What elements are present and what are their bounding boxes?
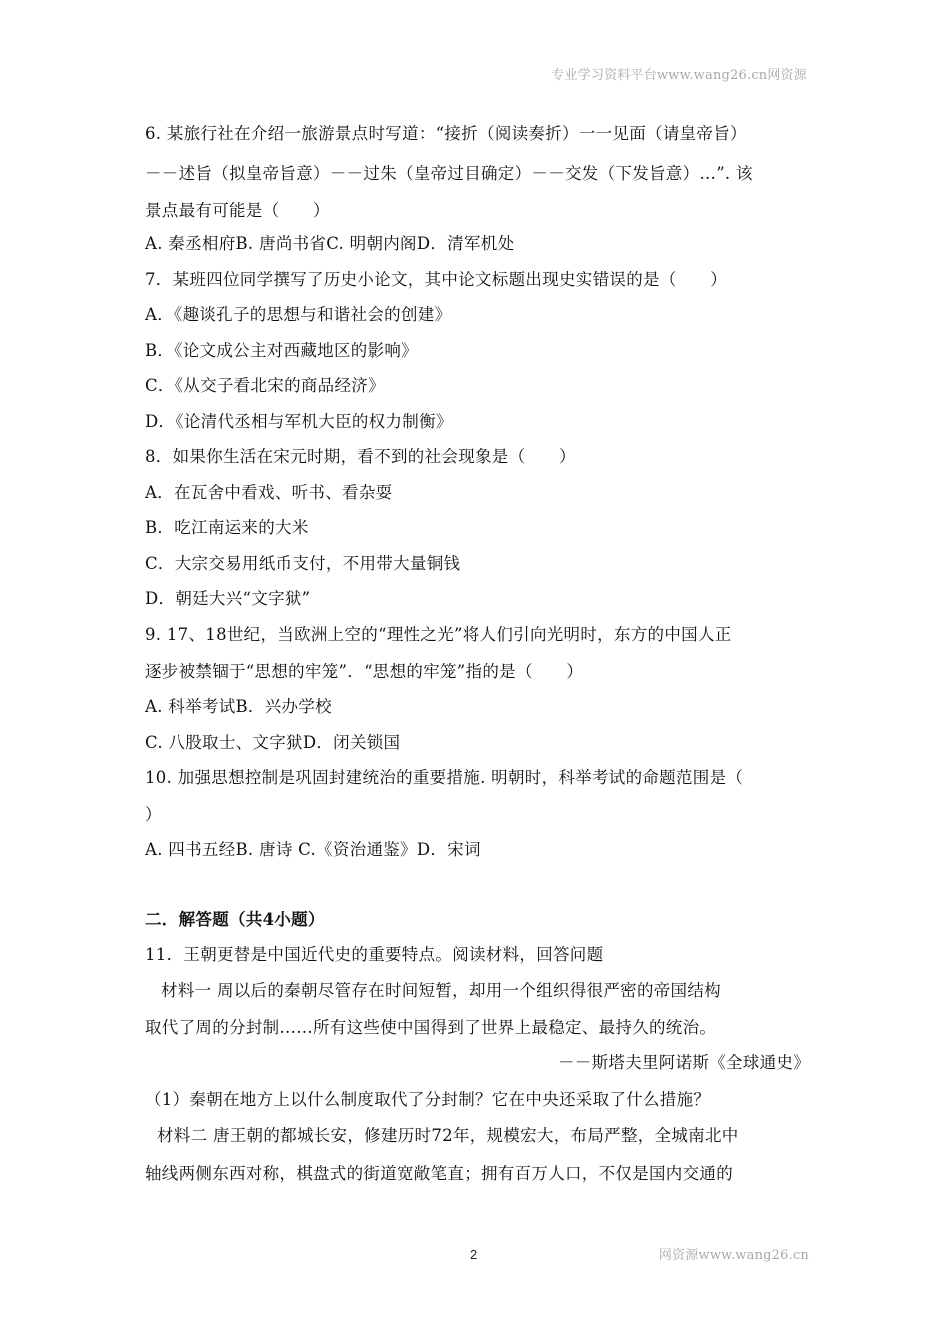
- q6-stem-line-3: 景点最有可能是（ ）: [145, 201, 330, 220]
- q8-option-a: A．在瓦舍中看戏、听书、看杂耍: [145, 483, 393, 502]
- page-footer-watermark: 网资源www.wang26.cn: [658, 1248, 809, 1263]
- q6-options: A. 秦丞相府B. 唐尚书省C. 明朝内阁D．清军机处: [145, 234, 515, 253]
- q7-option-c: C．《从交子看北宋的商品经济》: [145, 376, 385, 395]
- q6-stem-line-1: 6. 某旅行社在介绍一旅游景点时写道：“接折（阅读奏折）一一见面（请皇帝旨）: [145, 124, 747, 143]
- q9-stem-line-2: 逐步被禁锢于“思想的牢笼”．“思想的牢笼”指的是（ ）: [145, 662, 584, 681]
- q10-options: A. 四书五经B. 唐诗 C.《资治通鉴》D．宋词: [145, 840, 481, 859]
- q7-option-a: A．《趣谈孔子的思想与和谐社会的创建》: [145, 305, 452, 324]
- q8-option-c: C．大宗交易用纸币支付，不用带大量铜钱: [145, 554, 461, 573]
- section-title: 二．解答题（共4小题）: [145, 910, 325, 929]
- q9-options-line-1: A. 科举考试B．兴办学校: [145, 697, 332, 716]
- q8-option-d: D．朝廷大兴“文字狱”: [145, 589, 311, 608]
- q11-material-2-line-1: 材料二 唐王朝的都城长安，修建历时72年，规模宏大，布局严整，全城南北中: [157, 1126, 739, 1145]
- q11-material-2-line-2: 轴线两侧东西对称，棋盘式的街道宽敞笔直；拥有百万人口，不仅是国内交通的: [145, 1164, 733, 1183]
- q11-stem: 11．王朝更替是中国近代史的重要特点。阅读材料，回答问题: [145, 945, 604, 964]
- q7-stem: 7．某班四位同学撰写了历史小论文，其中论文标题出现史实错误的是（ ）: [145, 270, 727, 289]
- q10-stem-line-2: ）: [145, 805, 162, 824]
- q9-stem-line-1: 9. 17、18世纪，当欧洲上空的“理性之光”将人们引向光明时，东方的中国人正: [145, 625, 732, 644]
- q7-option-b: B．《论文成公主对西藏地区的影响》: [145, 341, 418, 360]
- page-number: 2: [470, 1247, 478, 1262]
- q11-material-1-line-1: 材料一 周以后的秦朝尽管存在时间短暂，却用一个组织得很严密的帝国结构: [161, 981, 721, 1000]
- q6-stem-line-2: －－述旨（拟皇帝旨意）－－过朱（皇帝过目确定）－－交发（下发旨意）…”. 该: [145, 164, 753, 183]
- q11-material-1-source: －－斯塔夫里阿诺斯《全球通史》: [558, 1053, 810, 1072]
- q9-options-line-2: C. 八股取士、文字狱D．闭关锁国: [145, 733, 401, 752]
- q11-subquestion-1: （1）秦朝在地方上以什么制度取代了分封制？它在中央还采取了什么措施？: [145, 1090, 711, 1109]
- q11-material-1-line-2: 取代了周的分封制……所有这些使中国得到了世界上最稳定、最持久的统治。: [145, 1018, 717, 1037]
- q8-stem: 8．如果你生活在宋元时期，看不到的社会现象是（ ）: [145, 447, 576, 466]
- page-header-watermark: 专业学习资料平台www.wang26.cn网资源: [551, 68, 807, 83]
- q10-stem-line-1: 10. 加强思想控制是巩固封建统治的重要措施. 明朝时，科举考试的命题范围是（: [145, 768, 744, 787]
- q8-option-b: B．吃江南运来的大米: [145, 518, 309, 537]
- q7-option-d: D．《论清代丞相与军机大臣的权力制衡》: [145, 412, 453, 431]
